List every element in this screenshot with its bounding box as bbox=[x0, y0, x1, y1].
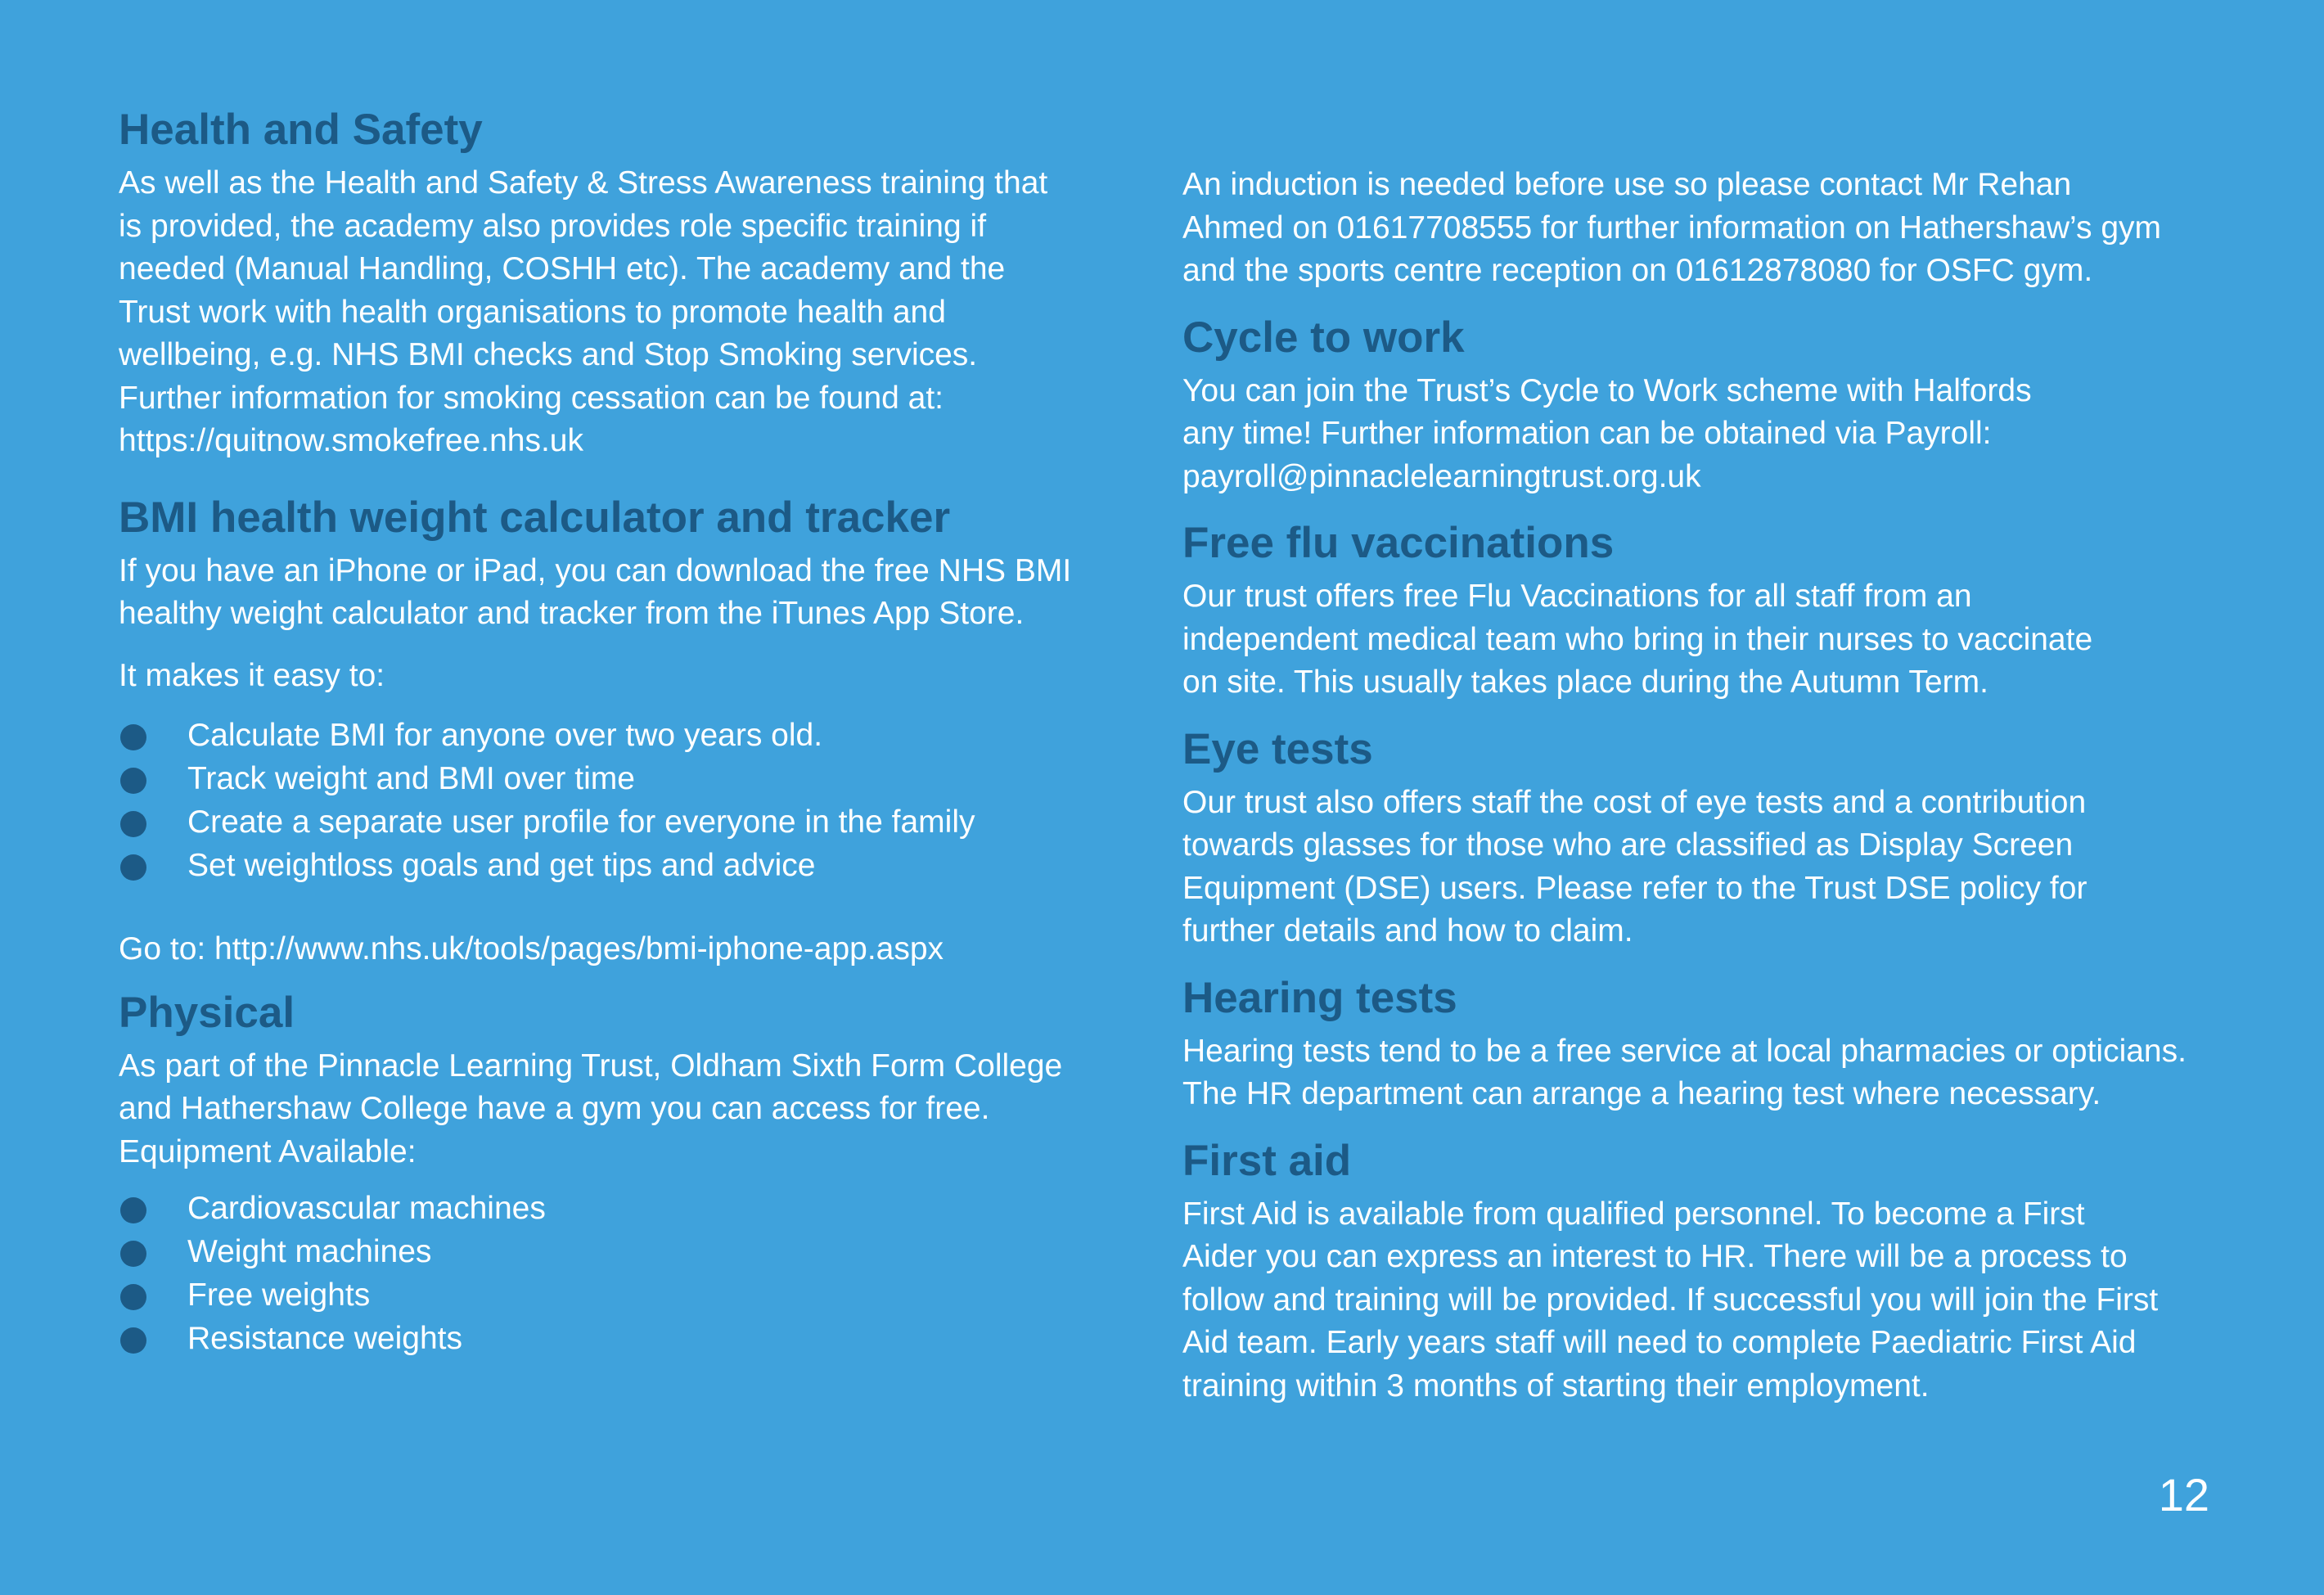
bullet-dot-icon bbox=[120, 1327, 146, 1354]
first-aid-text: First Aid is available from qualified personnel. To become a First Aider you can express an interest to HR. There will be a process to follow and training will be provided. If successful you will join the First Aid team. Early years staff will need to complete Paediatric First Aid training within 3 months of starting their employment. bbox=[1182, 1196, 2159, 1404]
hearing-text: Hearing tests tend to be a free service at local pharmacies or opticians. The HR department can arrange a hearing test where necessary. bbox=[1182, 1033, 2187, 1111]
list-item: Cardiovascular machines bbox=[119, 1187, 1146, 1230]
gym-induction-text: An induction is needed before use so please contact Mr Rehan Ahmed on 01617708555 for further information on Hathershaw’s gym and the sports centre reception on 01612878080 for OSFC gym. bbox=[1182, 167, 2161, 288]
bullet-dot-icon bbox=[120, 1284, 146, 1310]
left-column bbox=[119, 105, 1146, 1360]
heading-health-safety: Health and Safety bbox=[119, 106, 483, 154]
bullet-dot-icon bbox=[120, 768, 146, 794]
heading-flu: Free flu vaccinations bbox=[1182, 519, 1615, 567]
heading-hearing: Hearing tests bbox=[1182, 973, 1457, 1022]
bmi-list bbox=[119, 714, 1146, 887]
list-item: Weight machines bbox=[119, 1230, 1146, 1273]
bullet-dot-icon bbox=[120, 1197, 146, 1223]
heading-physical: Physical bbox=[119, 988, 295, 1037]
list-item: Resistance weights bbox=[119, 1317, 1146, 1360]
physical-text: As part of the Pinnacle Learning Trust, Oldham Sixth Form College and Hathershaw College have a gym you can access for free. Equipment Available: bbox=[119, 1048, 1063, 1169]
bmi-intro: It makes it easy to: bbox=[119, 657, 385, 693]
eye-text: Our trust also offers staff the cost of eye tests and a contribution towards glasses for those who are classified as Display Screen Equipment (DSE) users. Please refer to the Trust DSE policy for further details and how to claim. bbox=[1182, 784, 2088, 948]
bullet-dot-icon bbox=[120, 854, 146, 881]
cycle-text: You can join the Trust’s Cycle to Work scheme with Halfords any time! Further information can be obtained via Payroll: payroll@pinnaclelearningtrust.org.uk bbox=[1182, 372, 2032, 494]
bmi-text: If you have an iPhone or iPad, you can download the free NHS BMI healthy weight calculator and tracker from the iTunes App Store. bbox=[119, 552, 1072, 631]
list-item: Create a separate user profile for everyone in the family bbox=[119, 800, 1146, 844]
list-item: Set weightloss goals and get tips and advice bbox=[119, 844, 1146, 887]
section-cycle bbox=[1182, 313, 2263, 499]
section-health-safety bbox=[119, 105, 1146, 463]
right-column bbox=[1182, 164, 2263, 1408]
bullet-dot-icon bbox=[120, 724, 146, 750]
bullet-dot-icon bbox=[120, 811, 146, 837]
equipment-list bbox=[119, 1187, 1146, 1360]
section-flu bbox=[1182, 518, 2263, 705]
bullet-dot-icon bbox=[120, 1241, 146, 1267]
section-eye bbox=[1182, 724, 2263, 953]
heading-eye: Eye tests bbox=[1182, 724, 1373, 773]
section-hearing bbox=[1182, 973, 2263, 1116]
heading-first-aid: First aid bbox=[1182, 1136, 1352, 1185]
health-safety-text: As well as the Health and Safety & Stress Awareness training that is provided, the academy also provides role specific training if needed (Manual Handling, COSHH etc). The academy and the Trust work with health organisations to promote health and wellbeing, e.g. NHS BMI checks and Stop Smoking services. Further information for smoking cessation can be found at: https://quitnow.smokefree.nhs.uk bbox=[119, 165, 1048, 458]
list-item: Calculate BMI for anyone over two years old. bbox=[119, 714, 1146, 757]
section-bmi bbox=[119, 493, 1146, 971]
section-first-aid bbox=[1182, 1136, 2263, 1408]
list-item: Free weights bbox=[119, 1273, 1146, 1317]
flu-text: Our trust offers free Flu Vaccinations for all staff from an independent medical team who bring in their nurses to vaccinate on site. This usually takes place during the Autumn Term. bbox=[1182, 579, 2093, 700]
section-physical bbox=[119, 988, 1146, 1361]
heading-bmi: BMI health weight calculator and tracker bbox=[119, 493, 951, 542]
page-number: 12 bbox=[2158, 1469, 2209, 1521]
heading-cycle: Cycle to work bbox=[1182, 313, 1465, 362]
list-item: Track weight and BMI over time bbox=[119, 757, 1146, 800]
bmi-goto-link: Go to: http://www.nhs.uk/tools/pages/bmi-iphone-app.aspx bbox=[119, 931, 944, 966]
